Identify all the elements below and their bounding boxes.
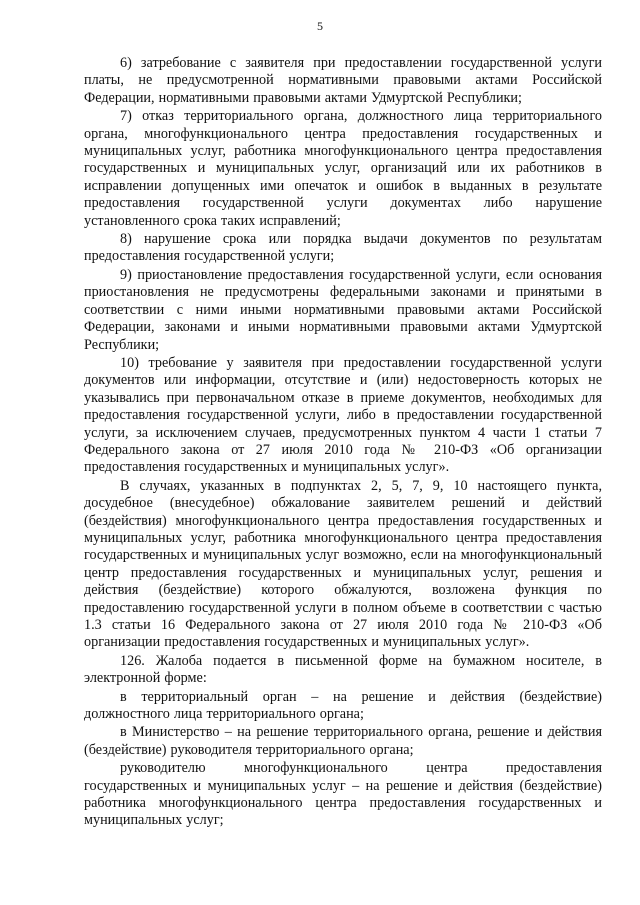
paragraph-item-8: 8) нарушение срока или порядка выдачи документов по результатам предоставления государственной услуги; xyxy=(84,231,602,265)
paragraph-ministry: в Министерство – на решение территориального органа, решение и действия (бездействие) руководителя территориального органа; xyxy=(84,724,602,758)
paragraph-territorial-organ: в территориальный орган – на решение и действия (бездействие) должностного лица территориального органа; xyxy=(84,688,602,723)
paragraph-cases-note: В случаях, указанных в подпунктах 2, 5, 7, 9, 10 настоящего пункта, досудебное (внесудебное) обжалование заявителем решений и действий (бездействия) многофункционального центра предоставления государственных и муниципальных услуг, работника многофункционального центра предоставления государственных и муниципальных услуг возможно, если на многофункциональный центр предоставления государственных и муниципальных услуг, решения и действия (бездействие) которого обжалуются, возложена функция по предоставлению государственной услуги в полном объеме в соответствии с частью 1.3 статьи 16 Федерального закона от 27 июля 2010 года № 210-ФЗ «Об организации предоставления государственных и муниципальных услуг». xyxy=(84,477,602,651)
paragraph-126: 126. Жалоба подается в письменной форме на бумажном носителе, в электронной форме: xyxy=(84,652,602,687)
paragraph-item-6: 6) затребование с заявителя при предоставлении государственной услуги платы, не предусмотренной нормативными правовыми актами Российской Федерации, нормативными правовыми актами Удмуртской Республики; xyxy=(84,55,602,106)
paragraph-item-9: 9) приостановление предоставления государственной услуги, если основания приостановления не предусмотрены федеральными законами и принятыми в соответствии с ними иными нормативными правовыми актами Российской Федерации, законами и иными нормативными правовыми актами Удмуртской Республики; xyxy=(84,266,602,353)
document-body xyxy=(84,55,602,830)
paragraph-item-7: 7) отказ территориального органа, должностного лица территориального органа, многофункционального центра предоставления государственных и муниципальных услуг, работника многофункционального центра предоставления государственных и муниципальных услуг, организаций или их работников в исправлении допущенных ими опечаток и ошибок в выданных в результате предоставления государственной услуги документах либо нарушение установленного срока таких исправлений; xyxy=(84,108,602,229)
paragraph-mfc-head: руководителю многофункционального центра предоставления государственных и муниципальных услуг – на решение и действия (бездействие) работника многофункционального центра предоставления государственных и муниципальных услуг; xyxy=(84,760,602,829)
paragraph-item-10: 10) требование у заявителя при предоставлении государственной услуги документов или информации, отсутствие и (или) недостоверность которых не указывались при первоначальном отказе в приеме документов, необходимых для предоставления государственной услуги, либо в предоставлении государственной услуги, за исключением случаев, предусмотренных пунктом 4 части 1 статьи 7 Федерального закона от 27 июля 2010 года № 210-ФЗ «Об организации предоставления государственных и муниципальных услуг». xyxy=(84,354,602,476)
page-number: 5 xyxy=(317,19,323,33)
